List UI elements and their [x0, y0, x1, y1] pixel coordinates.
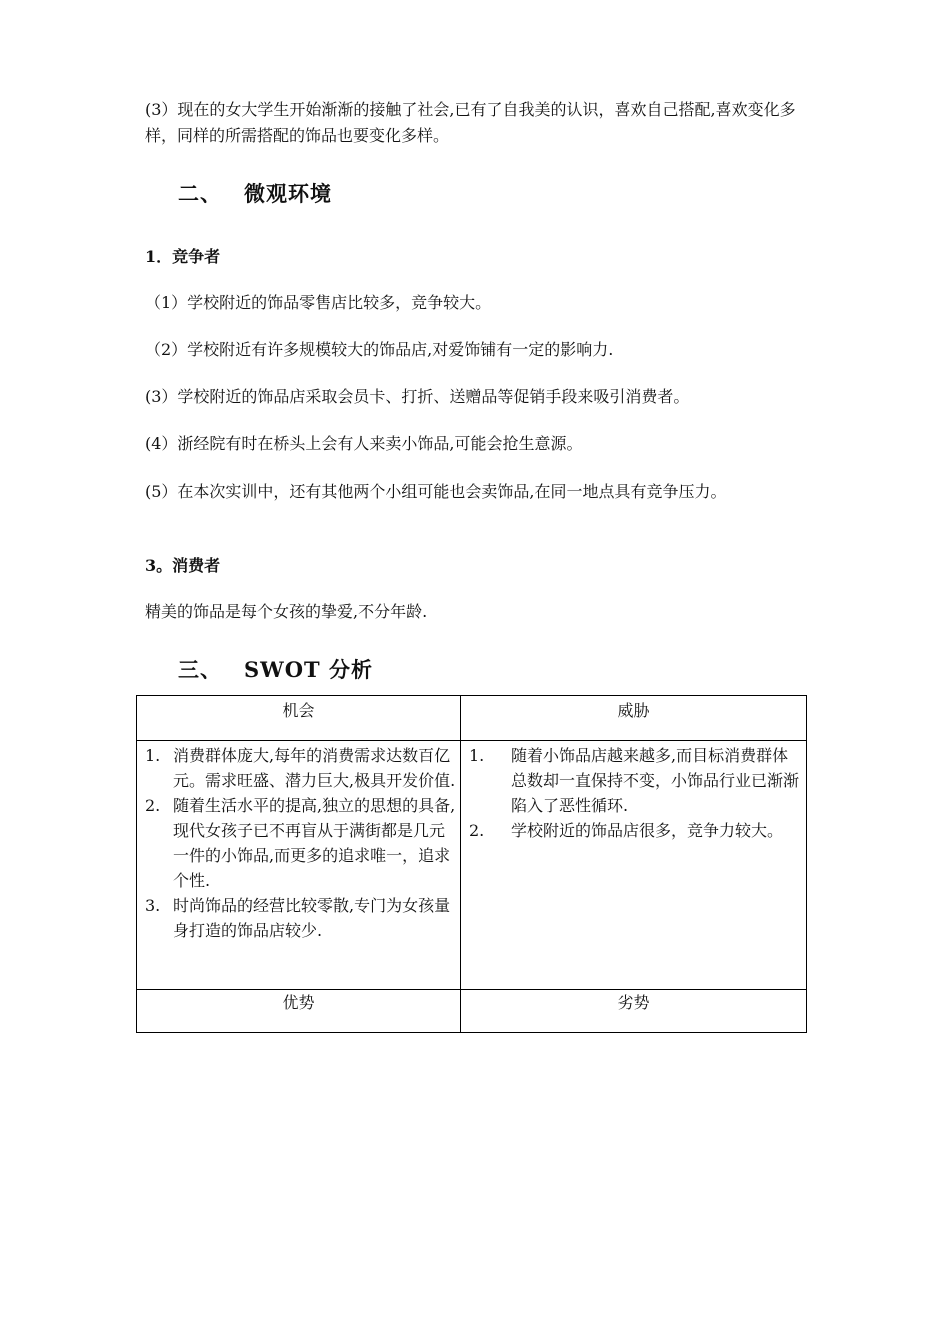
strengths-header: 优势: [282, 993, 315, 1012]
threats-header: 威胁: [617, 701, 650, 720]
list-number: 1.: [469, 746, 485, 765]
list-text: 随着生活水平的提高,独立的思想的具备,现代女孩子已不再盲从于满街都是几元一件的小饰品,而更多的追求唯一，追求个性.: [173, 796, 456, 890]
consumers-text: 精美的饰品是每个女孩的挚爱,不分年龄.: [145, 602, 428, 621]
threats-cell: [461, 741, 807, 990]
section-heading-micro-environment: [178, 178, 332, 208]
opportunities-header-cell: [137, 696, 461, 741]
weaknesses-header: 劣势: [617, 993, 650, 1012]
opportunities-cell: [137, 741, 461, 990]
list-item: [145, 893, 456, 943]
competitor-item: (3）学校附近的饰品店采取会员卡、打折、送赠品等促销手段来吸引消费者。: [145, 387, 690, 406]
section-title: 微观环境: [244, 181, 332, 206]
threats-header-cell: [461, 696, 807, 741]
list-text: 随着小饰品店越来越多,而目标消费群体总数却一直保持不变，小饰品行业已渐渐陷入了恶性循环.: [511, 746, 800, 815]
list-text: 消费群体庞大,每年的消费需求达数百亿元。需求旺盛、潜力巨大,极具开发价值.: [173, 746, 456, 790]
list-number: 1.: [145, 746, 161, 765]
consumers-heading: 3。消费者: [145, 556, 221, 575]
competitors-heading: 1．竞争者: [145, 247, 221, 266]
list-number: 3.: [145, 896, 161, 915]
swot-table: [136, 695, 807, 1033]
list-item: [145, 743, 456, 793]
strengths-header-cell: [137, 990, 461, 1033]
competitor-item: (4）浙经院有时在桥头上会有人来卖小饰品,可能会抢生意源。: [145, 434, 583, 453]
intro-paragraph: (3）现在的女大学生开始渐渐的接触了社会,已有了自我美的认识，喜欢自己搭配,喜欢变化多样，同样的所需搭配的饰品也要变化多样。: [145, 100, 796, 145]
weaknesses-header-cell: [461, 990, 807, 1033]
list-text: 学校附近的饰品店很多，竞争力较大。: [511, 821, 784, 840]
list-text: 时尚饰品的经营比较零散,专门为女孩量身打造的饰品店较少.: [173, 896, 451, 940]
competitor-item: (5）在本次实训中，还有其他两个小组可能也会卖饰品,在同一地点具有竞争压力。: [145, 482, 727, 501]
list-number: 2.: [145, 796, 161, 815]
competitor-item: （1）学校附近的饰品零售店比较多，竞争较大。: [145, 293, 492, 312]
list-item: [469, 743, 802, 818]
section-heading-swot: [178, 654, 373, 684]
list-item: [469, 818, 802, 843]
competitor-item: （2）学校附近有许多规模较大的饰品店,对爱饰铺有一定的影响力.: [145, 340, 614, 359]
opportunities-list: [137, 741, 460, 943]
opportunities-header: 机会: [282, 701, 315, 720]
section-title: SWOT 分析: [244, 657, 373, 682]
section-number: 三、: [178, 657, 222, 682]
section-number: 二、: [178, 181, 222, 206]
list-item: [145, 793, 456, 893]
threats-list: [461, 741, 806, 843]
list-number: 2.: [469, 821, 485, 840]
